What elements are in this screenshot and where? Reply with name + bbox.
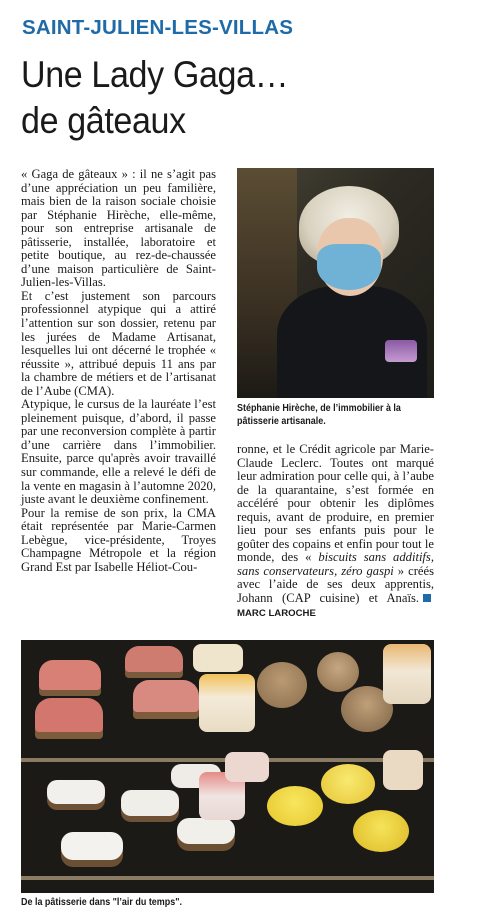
pastry-white-2 (121, 790, 179, 816)
pastry-yellow-1 (267, 786, 323, 826)
article-kicker: SAINT-JULIEN-LES-VILLAS (22, 16, 294, 39)
photo-subject-mask (317, 244, 381, 290)
pastry-pink-1 (39, 660, 101, 690)
paragraph-5 (237, 443, 434, 620)
paragraph-5-end: » créés avec l’aide de ses deux apprentis, Johann (CAP cuisine) et Anaïs. (237, 563, 434, 606)
pastry-yellow-3 (353, 810, 409, 852)
signature-square-icon (423, 594, 431, 602)
pastry-caption: De la pâtisserie dans "l’air du temps". (21, 897, 182, 908)
pastry-cup-2 (193, 644, 243, 672)
paragraph-3: Atypique, le cursus de la lauréate l’est pleinement puisque, d’abord, il passe par une reconversion complète à partir d’une carrière dans l’immobilier. Ensuite, parce qu'après avoir travaillé sur commande, elle a relevé le défi de la vente en magasin à l’automne 2020, juste avant le deuxième confinement. (21, 397, 216, 507)
pastry-cup-3 (383, 644, 431, 704)
pastry-display-photo (21, 640, 434, 893)
paragraph-5-text: ronne, et le Crédit agricole par Marie-Claude Leclerc. Toutes ont marqué leur admiration pour celle qui, à l’aube de la quarantaine, s’est formée en accéléré pour obtenir les diplômes requis, avant de produire, en premier lieu pour ses enfants puis pour le goûter des copains et enfin pour tout le monde, des « (237, 442, 434, 565)
portrait-caption: Stéphanie Hirèche, de l’immobilier à la pâtisserie artisanale. (237, 403, 401, 427)
pastry-white-4 (61, 832, 123, 860)
text-column-2 (237, 443, 434, 620)
pastry-cup-5 (225, 752, 269, 782)
headline-line-2: de gâteaux (21, 100, 186, 141)
paragraph-4: Pour la remise de son prix, la CMA était représentée par Marie-Carmen Lebègue, vice-présidente, Troyes Champagne Métropole et la région Grand Est par Isabelle Héliot-Cou- (21, 505, 216, 574)
pastry-cup-6 (383, 750, 423, 790)
article-headline (21, 52, 426, 144)
pastry-pink-4 (133, 680, 199, 712)
author-signature: MARC LAROCHE (237, 607, 316, 619)
pastry-pink-2 (125, 646, 183, 672)
pastry-pink-3 (35, 698, 103, 732)
pastry-white-1 (47, 780, 105, 804)
pastry-yellow-2 (321, 764, 375, 804)
pastry-choux-2 (317, 652, 359, 692)
pastry-choux-1 (257, 662, 307, 708)
photo-shelf-lower (21, 876, 434, 880)
paragraph-1: « Gaga de gâteaux » : il ne s’agit pas d’une appréciation un peu familière, mais bien de la raison sociale choisie par Stéphanie Hirèche, elle-même, pour son entreprise artisanale de pâtisserie, installée, laboratoire et petite boutique, au rez-de-chaussée d’une maison particulière de Saint-Julien-les-Villas. (21, 167, 216, 290)
pastry-cup-1 (199, 674, 255, 732)
portrait-photo (237, 168, 434, 398)
paragraph-2: Et c’est justement son parcours professionnel atypique qui a attiré l’attention sur son dossier, retenu par les jurées de Madame Artisanat, lesquelles lui ont décerné le trophée « réussite », attribué depuis 11 ans par la chambre de métiers et de l’artisanat de l’Aube (CMA). (21, 288, 216, 398)
pastry-white-5 (177, 818, 235, 844)
text-column-1 (21, 168, 216, 574)
paragraph-5-quote: biscuits sans additifs, sans conservateurs, zéro gaspi (237, 550, 434, 578)
jacket-logo (385, 340, 417, 362)
headline-line-1: Une Lady Gaga… (21, 54, 289, 95)
